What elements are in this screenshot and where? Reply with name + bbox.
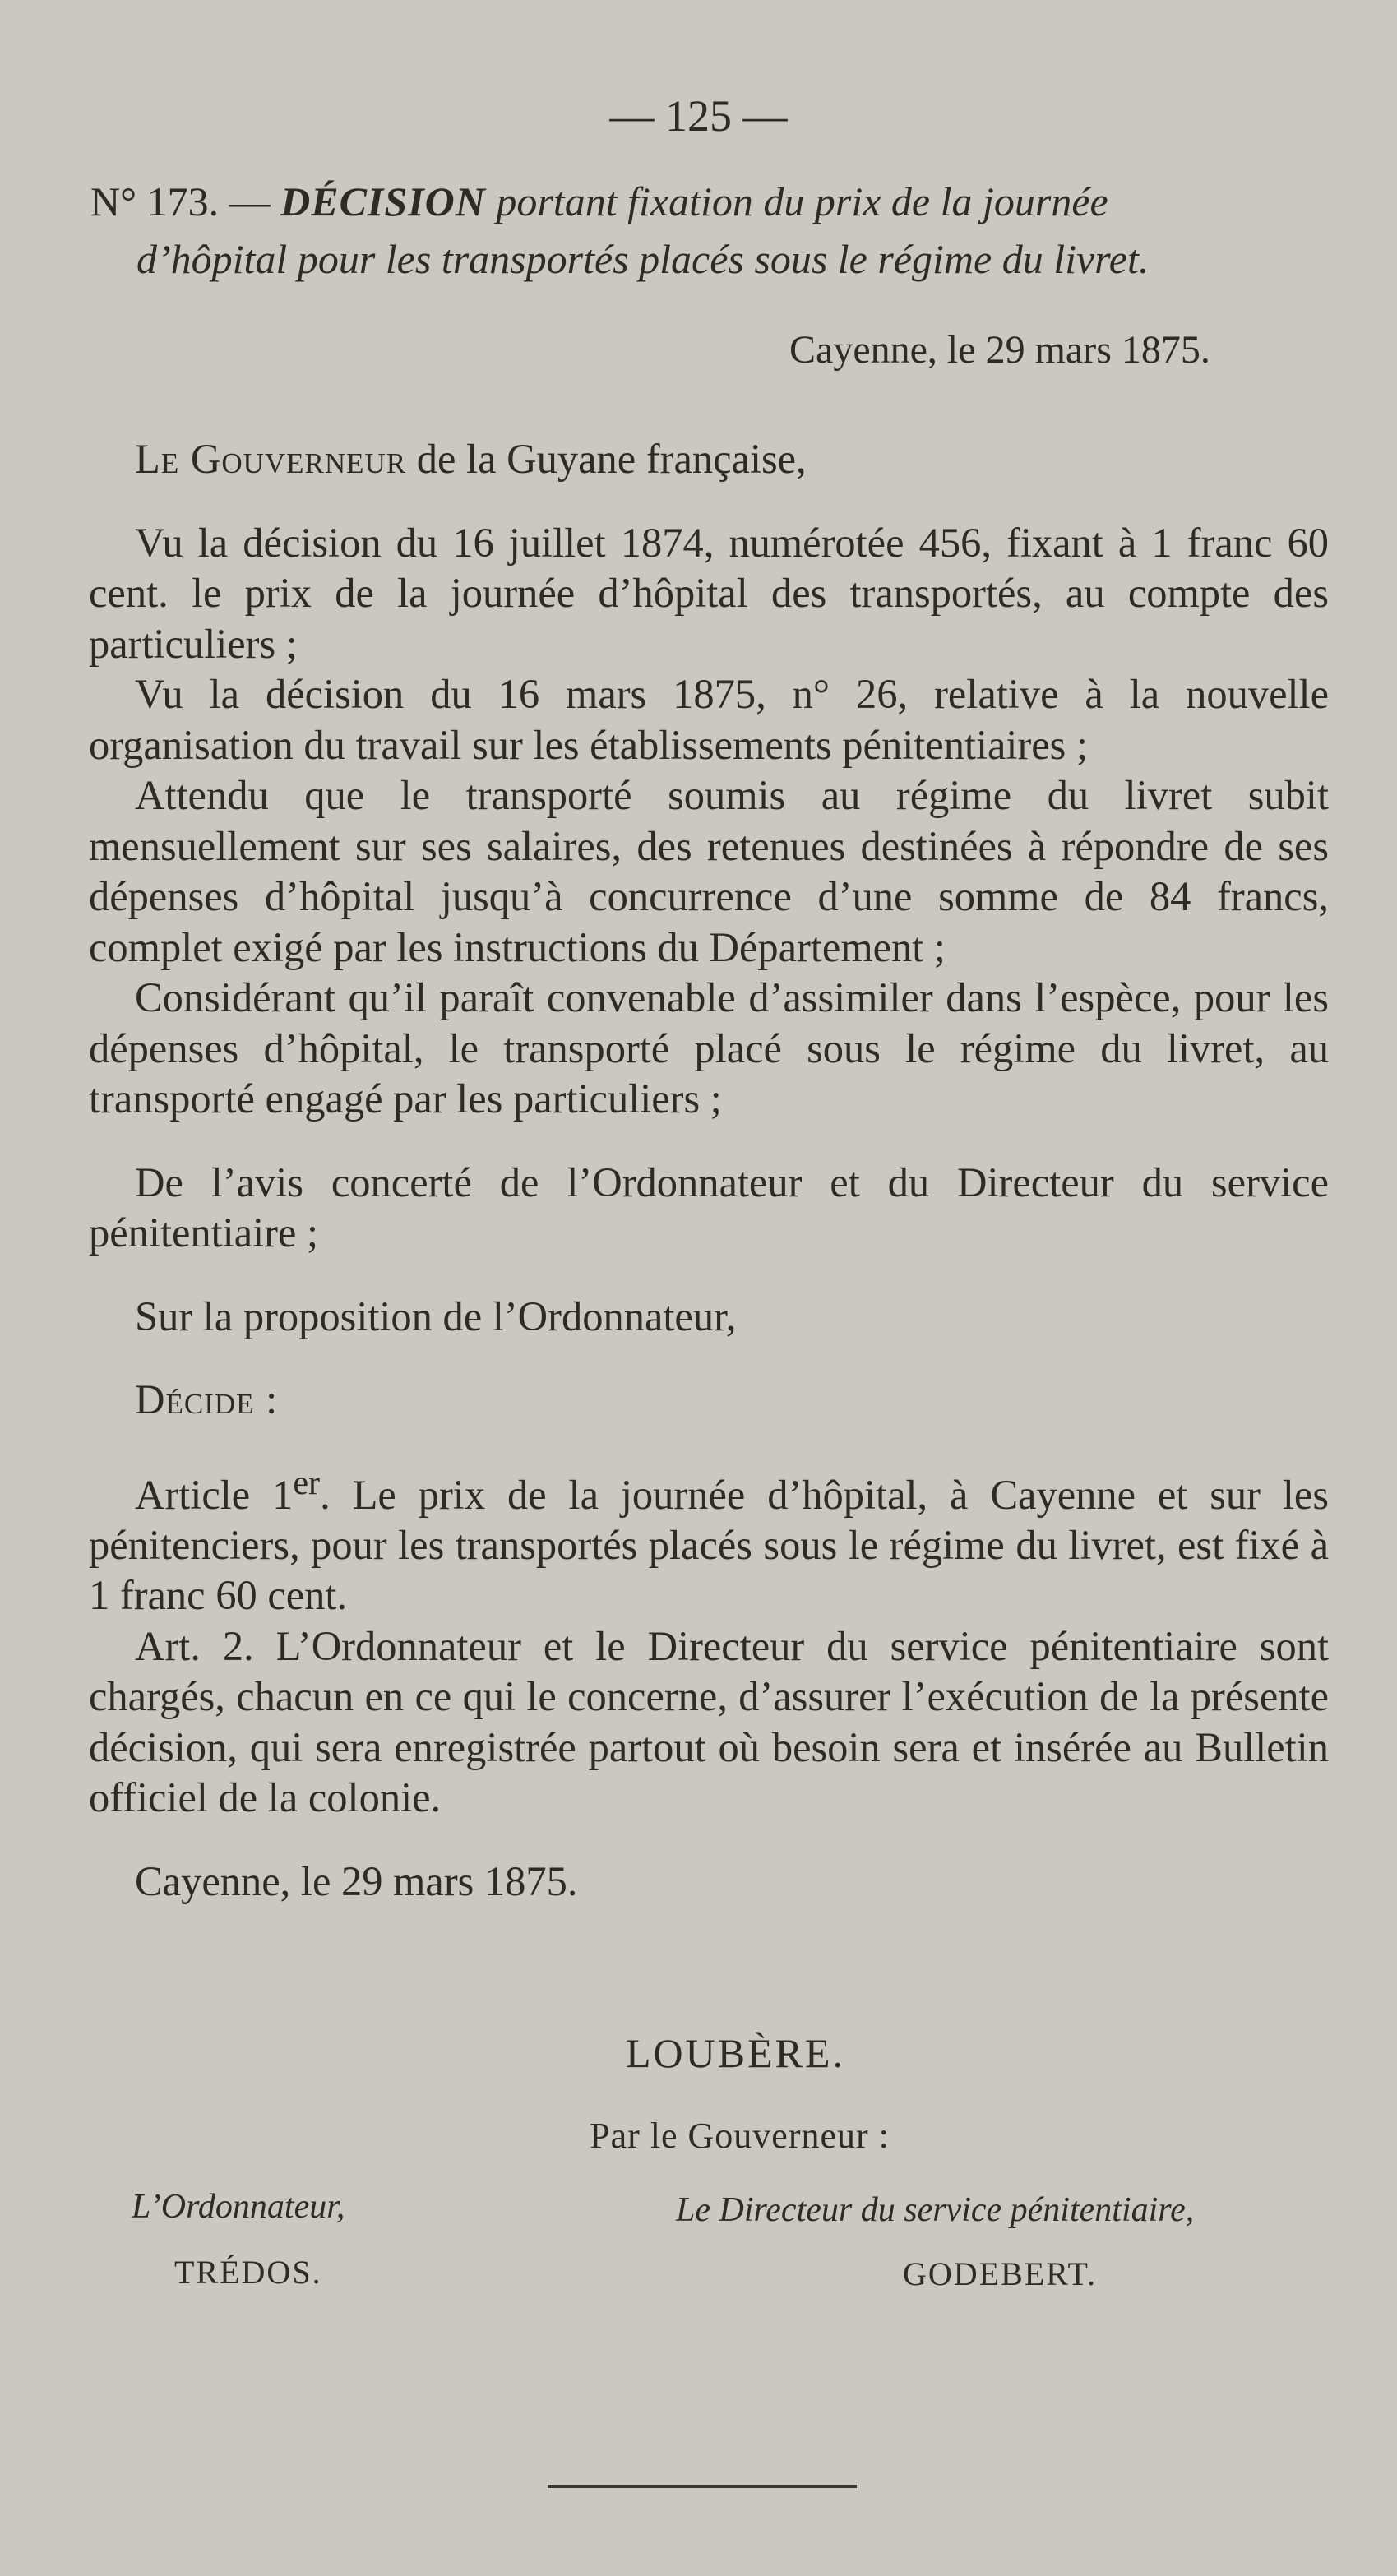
article-2: Art. 2. L’Ordonnateur et le Directeur du service pénitentiaire sont chargés, chacun en ce qui le concerne, d’assurer l’exécution de la présente décision, qui sera enregistrée partout où besoin sera et insérée au Bulletin officiel de la colonie. <box>89 1622 1329 1821</box>
paragraph-4: Considérant qu’il paraît convenable d’assimiler dans l’espèce, pour les dépenses d’hôpital, le transporté placé sous le régime du livret, au transporté engagé par les particuliers ; <box>89 974 1329 1122</box>
par-le-gouverneur: Par le Gouverneur : <box>590 2116 890 2156</box>
closing-date: Cayenne, le 29 mars 1875. <box>135 1857 578 1904</box>
paragraph-1: Vu la décision du 16 juillet 1874, numérotée 456, fixant à 1 franc 60 cent. le prix de la journée d’hôpital des transportés, au compte des particuliers ; <box>89 519 1329 667</box>
intro-paragraph <box>89 434 1329 485</box>
decision-word: DÉCISION <box>280 178 486 224</box>
intro-rest: de la Guyane française, <box>406 436 807 482</box>
dateline: Cayenne, le 29 mars 1875. <box>789 328 1210 372</box>
paragraph-6: Sur la proposition de l’Ordonnateur, <box>135 1293 737 1339</box>
page-number: — 125 — <box>609 91 788 141</box>
closing-rule <box>548 2485 857 2488</box>
governor-caps: Le Gouverneur <box>135 436 407 482</box>
paragraph-2: Vu la décision du 16 mars 1875, n° 26, relative à la nouvelle organisation du travail sur les établissements pénitentiaires ; <box>89 671 1329 768</box>
decide-label: Décide : <box>135 1376 279 1422</box>
ordonnateur-title: L’Ordonnateur, <box>132 2188 345 2226</box>
decision-number: N° 173. — <box>90 178 271 224</box>
heading-line-2: d’hôpital pour les transportés placés sous le régime du livret. <box>136 236 1150 282</box>
governor-signature: LOUBÈRE. <box>625 2030 846 2076</box>
directeur-title: Le Directeur du service pénitentiaire, <box>676 2191 1195 2229</box>
article-1 <box>89 1459 1329 1621</box>
decision-heading <box>90 173 1332 288</box>
ordonnateur-name: TRÉDOS. <box>174 2254 322 2291</box>
heading-line-1: portant fixation du prix de la journée <box>496 178 1108 224</box>
paragraph-3: Attendu que le transporté soumis au régime du livret subit mensuellement sur ses salaires, des retenues destinées à répondre de ses dépenses d’hôpital jusqu’à concurrence d’une somme de 84 francs, complet exigé par les instructions du Département ; <box>89 772 1329 970</box>
article-1-text: . Le prix de la journée d’hôpital, à Cayenne et sur les pénitenciers, pour les transportés placés sous le régime du livret, est fixé à 1 franc 60 cent. <box>89 1471 1329 1619</box>
document-body <box>89 434 1329 1907</box>
directeur-name: GODEBERT. <box>903 2255 1097 2292</box>
paragraph-5: De l’avis concerté de l’Ordonnateur et du Directeur du service pénitentiaire ; <box>89 1159 1329 1256</box>
article-1-label: Article 1 <box>135 1471 294 1518</box>
article-1-sup: er <box>293 1464 321 1502</box>
